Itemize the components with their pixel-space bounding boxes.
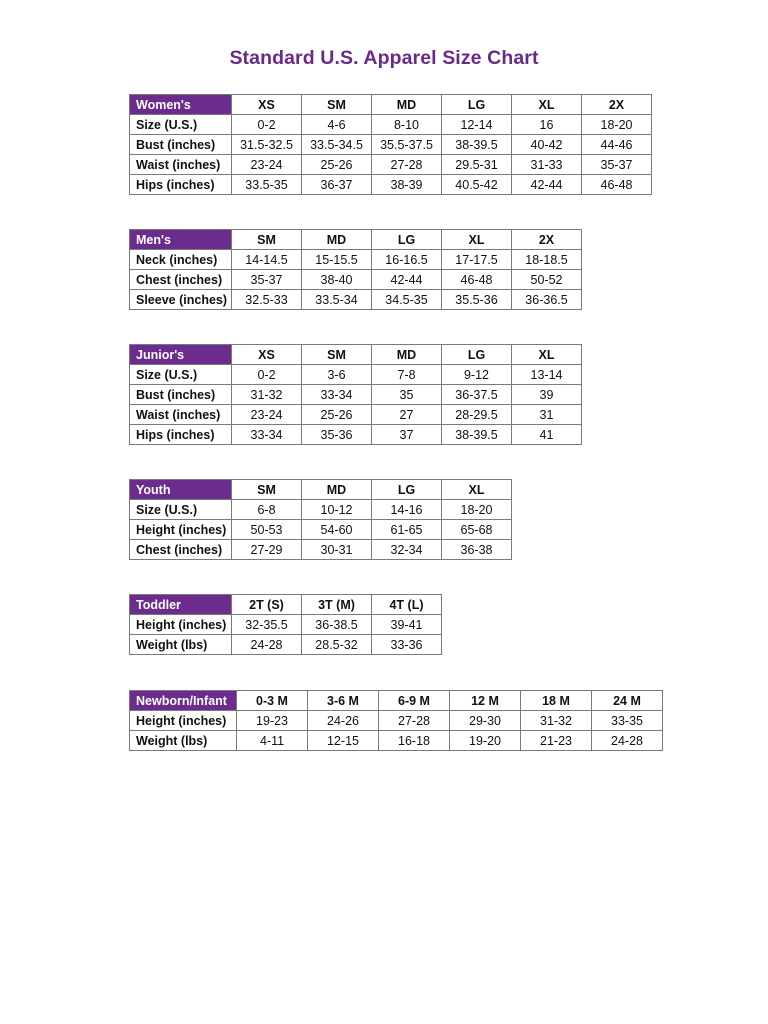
table-cell: 16-18 (379, 731, 450, 751)
table-cell: 36-36.5 (512, 290, 582, 310)
table-cell: 50-53 (232, 520, 302, 540)
size-header: SM (232, 480, 302, 500)
row-label: Hips (inches) (130, 175, 232, 195)
size-header: MD (372, 95, 442, 115)
table-cell: 14-16 (372, 500, 442, 520)
size-header: 2X (512, 230, 582, 250)
category-header: Men's (130, 230, 232, 250)
table-cell: 31-32 (232, 385, 302, 405)
table-cell: 4-6 (302, 115, 372, 135)
table-cell: 0-2 (232, 115, 302, 135)
table-cell: 35-37 (232, 270, 302, 290)
table-cell: 36-38.5 (302, 615, 372, 635)
row-label: Waist (inches) (130, 405, 232, 425)
size-header: 12 M (450, 691, 521, 711)
table-cell: 33.5-35 (232, 175, 302, 195)
table-row (130, 290, 582, 310)
table-row (130, 711, 663, 731)
category-header: Youth (130, 480, 232, 500)
table-cell: 0-2 (232, 365, 302, 385)
table-row (130, 520, 512, 540)
size-header: 3T (M) (302, 595, 372, 615)
table-cell: 12-15 (308, 731, 379, 751)
table-cell: 13-14 (512, 365, 582, 385)
size-header: SM (302, 345, 372, 365)
size-header: 4T (L) (372, 595, 442, 615)
table-row (130, 115, 652, 135)
table-cell: 35-36 (302, 425, 372, 445)
size-header: MD (302, 480, 372, 500)
table-cell: 4-11 (237, 731, 308, 751)
table-row (130, 615, 442, 635)
table-cell: 27-28 (379, 711, 450, 731)
table-cell: 33.5-34 (302, 290, 372, 310)
table-cell: 31 (512, 405, 582, 425)
table-cell: 33.5-34.5 (302, 135, 372, 155)
row-label: Size (U.S.) (130, 365, 232, 385)
table-cell: 38-40 (302, 270, 372, 290)
table-cell: 37 (372, 425, 442, 445)
youth-size-table (129, 479, 512, 560)
table-cell: 8-10 (372, 115, 442, 135)
size-header: XS (232, 95, 302, 115)
size-header: 2X (582, 95, 652, 115)
table-cell: 25-26 (302, 155, 372, 175)
table-cell: 35.5-37.5 (372, 135, 442, 155)
table-cell: 29.5-31 (442, 155, 512, 175)
table-cell: 24-28 (592, 731, 663, 751)
table-header-row (130, 345, 582, 365)
newborn-size-table (129, 690, 663, 751)
table-cell: 28.5-32 (302, 635, 372, 655)
table-cell: 23-24 (232, 405, 302, 425)
table-cell: 42-44 (512, 175, 582, 195)
table-cell: 17-17.5 (442, 250, 512, 270)
table-header-row (130, 480, 512, 500)
table-cell: 16 (512, 115, 582, 135)
table-header-row (130, 95, 652, 115)
mens-size-table (129, 229, 582, 310)
table-cell: 32-35.5 (232, 615, 302, 635)
table-cell: 27-28 (372, 155, 442, 175)
table-row (130, 500, 512, 520)
category-header: Women's (130, 95, 232, 115)
table-cell: 31-33 (512, 155, 582, 175)
row-label: Height (inches) (130, 520, 232, 540)
size-header: MD (302, 230, 372, 250)
size-header: LG (442, 95, 512, 115)
row-label: Hips (inches) (130, 425, 232, 445)
table-cell: 18-20 (442, 500, 512, 520)
table-cell: 65-68 (442, 520, 512, 540)
table-cell: 31.5-32.5 (232, 135, 302, 155)
row-label: Weight (lbs) (130, 635, 232, 655)
size-header: 24 M (592, 691, 663, 711)
table-row (130, 155, 652, 175)
row-label: Chest (inches) (130, 270, 232, 290)
table-cell: 24-26 (308, 711, 379, 731)
table-cell: 32-34 (372, 540, 442, 560)
table-cell: 44-46 (582, 135, 652, 155)
size-header: XL (512, 95, 582, 115)
table-header-row (130, 691, 663, 711)
table-cell: 15-15.5 (302, 250, 372, 270)
table-row (130, 635, 442, 655)
table-cell: 33-35 (592, 711, 663, 731)
table-cell: 35-37 (582, 155, 652, 175)
table-row (130, 135, 652, 155)
table-cell: 36-37 (302, 175, 372, 195)
size-header: MD (372, 345, 442, 365)
table-cell: 35.5-36 (442, 290, 512, 310)
table-cell: 50-52 (512, 270, 582, 290)
table-cell: 10-12 (302, 500, 372, 520)
table-cell: 31-32 (521, 711, 592, 731)
row-label: Height (inches) (130, 615, 232, 635)
size-header: XS (232, 345, 302, 365)
table-cell: 23-24 (232, 155, 302, 175)
table-cell: 3-6 (302, 365, 372, 385)
size-header: XL (512, 345, 582, 365)
table-cell: 12-14 (442, 115, 512, 135)
table-cell: 39 (512, 385, 582, 405)
row-label: Sleeve (inches) (130, 290, 232, 310)
row-label: Height (inches) (130, 711, 237, 731)
table-cell: 34.5-35 (372, 290, 442, 310)
table-cell: 19-23 (237, 711, 308, 731)
table-row (130, 385, 582, 405)
size-header: 2T (S) (232, 595, 302, 615)
size-header: SM (232, 230, 302, 250)
table-cell: 33-34 (302, 385, 372, 405)
table-cell: 40-42 (512, 135, 582, 155)
table-cell: 46-48 (582, 175, 652, 195)
size-header: LG (372, 230, 442, 250)
womens-size-table (129, 94, 652, 195)
table-cell: 16-16.5 (372, 250, 442, 270)
table-cell: 38-39.5 (442, 135, 512, 155)
table-cell: 9-12 (442, 365, 512, 385)
table-cell: 36-37.5 (442, 385, 512, 405)
table-cell: 25-26 (302, 405, 372, 425)
table-cell: 21-23 (521, 731, 592, 751)
size-header: 0-3 M (237, 691, 308, 711)
table-cell: 18-20 (582, 115, 652, 135)
table-row (130, 175, 652, 195)
table-row (130, 405, 582, 425)
row-label: Size (U.S.) (130, 500, 232, 520)
table-cell: 28-29.5 (442, 405, 512, 425)
table-row (130, 540, 512, 560)
table-cell: 27 (372, 405, 442, 425)
size-header: SM (302, 95, 372, 115)
table-header-row (130, 230, 582, 250)
table-cell: 42-44 (372, 270, 442, 290)
row-label: Bust (inches) (130, 135, 232, 155)
table-cell: 39-41 (372, 615, 442, 635)
category-header: Junior's (130, 345, 232, 365)
table-row (130, 270, 582, 290)
table-cell: 41 (512, 425, 582, 445)
table-row (130, 731, 663, 751)
table-cell: 14-14.5 (232, 250, 302, 270)
table-cell: 29-30 (450, 711, 521, 731)
table-cell: 27-29 (232, 540, 302, 560)
table-cell: 18-18.5 (512, 250, 582, 270)
row-label: Chest (inches) (130, 540, 232, 560)
table-cell: 36-38 (442, 540, 512, 560)
row-label: Waist (inches) (130, 155, 232, 175)
size-header: XL (442, 230, 512, 250)
table-cell: 24-28 (232, 635, 302, 655)
table-row (130, 365, 582, 385)
table-cell: 46-48 (442, 270, 512, 290)
table-cell: 33-34 (232, 425, 302, 445)
row-label: Weight (lbs) (130, 731, 237, 751)
table-cell: 38-39.5 (442, 425, 512, 445)
table-cell: 61-65 (372, 520, 442, 540)
table-cell: 40.5-42 (442, 175, 512, 195)
category-header: Toddler (130, 595, 232, 615)
size-header: XL (442, 480, 512, 500)
table-cell: 38-39 (372, 175, 442, 195)
table-cell: 33-36 (372, 635, 442, 655)
table-cell: 19-20 (450, 731, 521, 751)
page-title: Standard U.S. Apparel Size Chart (229, 47, 539, 69)
table-cell: 54-60 (302, 520, 372, 540)
table-row (130, 250, 582, 270)
table-cell: 6-8 (232, 500, 302, 520)
table-cell: 35 (372, 385, 442, 405)
table-header-row (130, 595, 442, 615)
table-cell: 30-31 (302, 540, 372, 560)
size-header: LG (442, 345, 512, 365)
row-label: Neck (inches) (130, 250, 232, 270)
size-header: 18 M (521, 691, 592, 711)
toddler-size-table (129, 594, 442, 655)
table-row (130, 425, 582, 445)
category-header: Newborn/Infant (130, 691, 237, 711)
table-cell: 7-8 (372, 365, 442, 385)
size-header: LG (372, 480, 442, 500)
size-header: 6-9 M (379, 691, 450, 711)
row-label: Bust (inches) (130, 385, 232, 405)
juniors-size-table (129, 344, 582, 445)
row-label: Size (U.S.) (130, 115, 232, 135)
table-cell: 32.5-33 (232, 290, 302, 310)
size-header: 3-6 M (308, 691, 379, 711)
